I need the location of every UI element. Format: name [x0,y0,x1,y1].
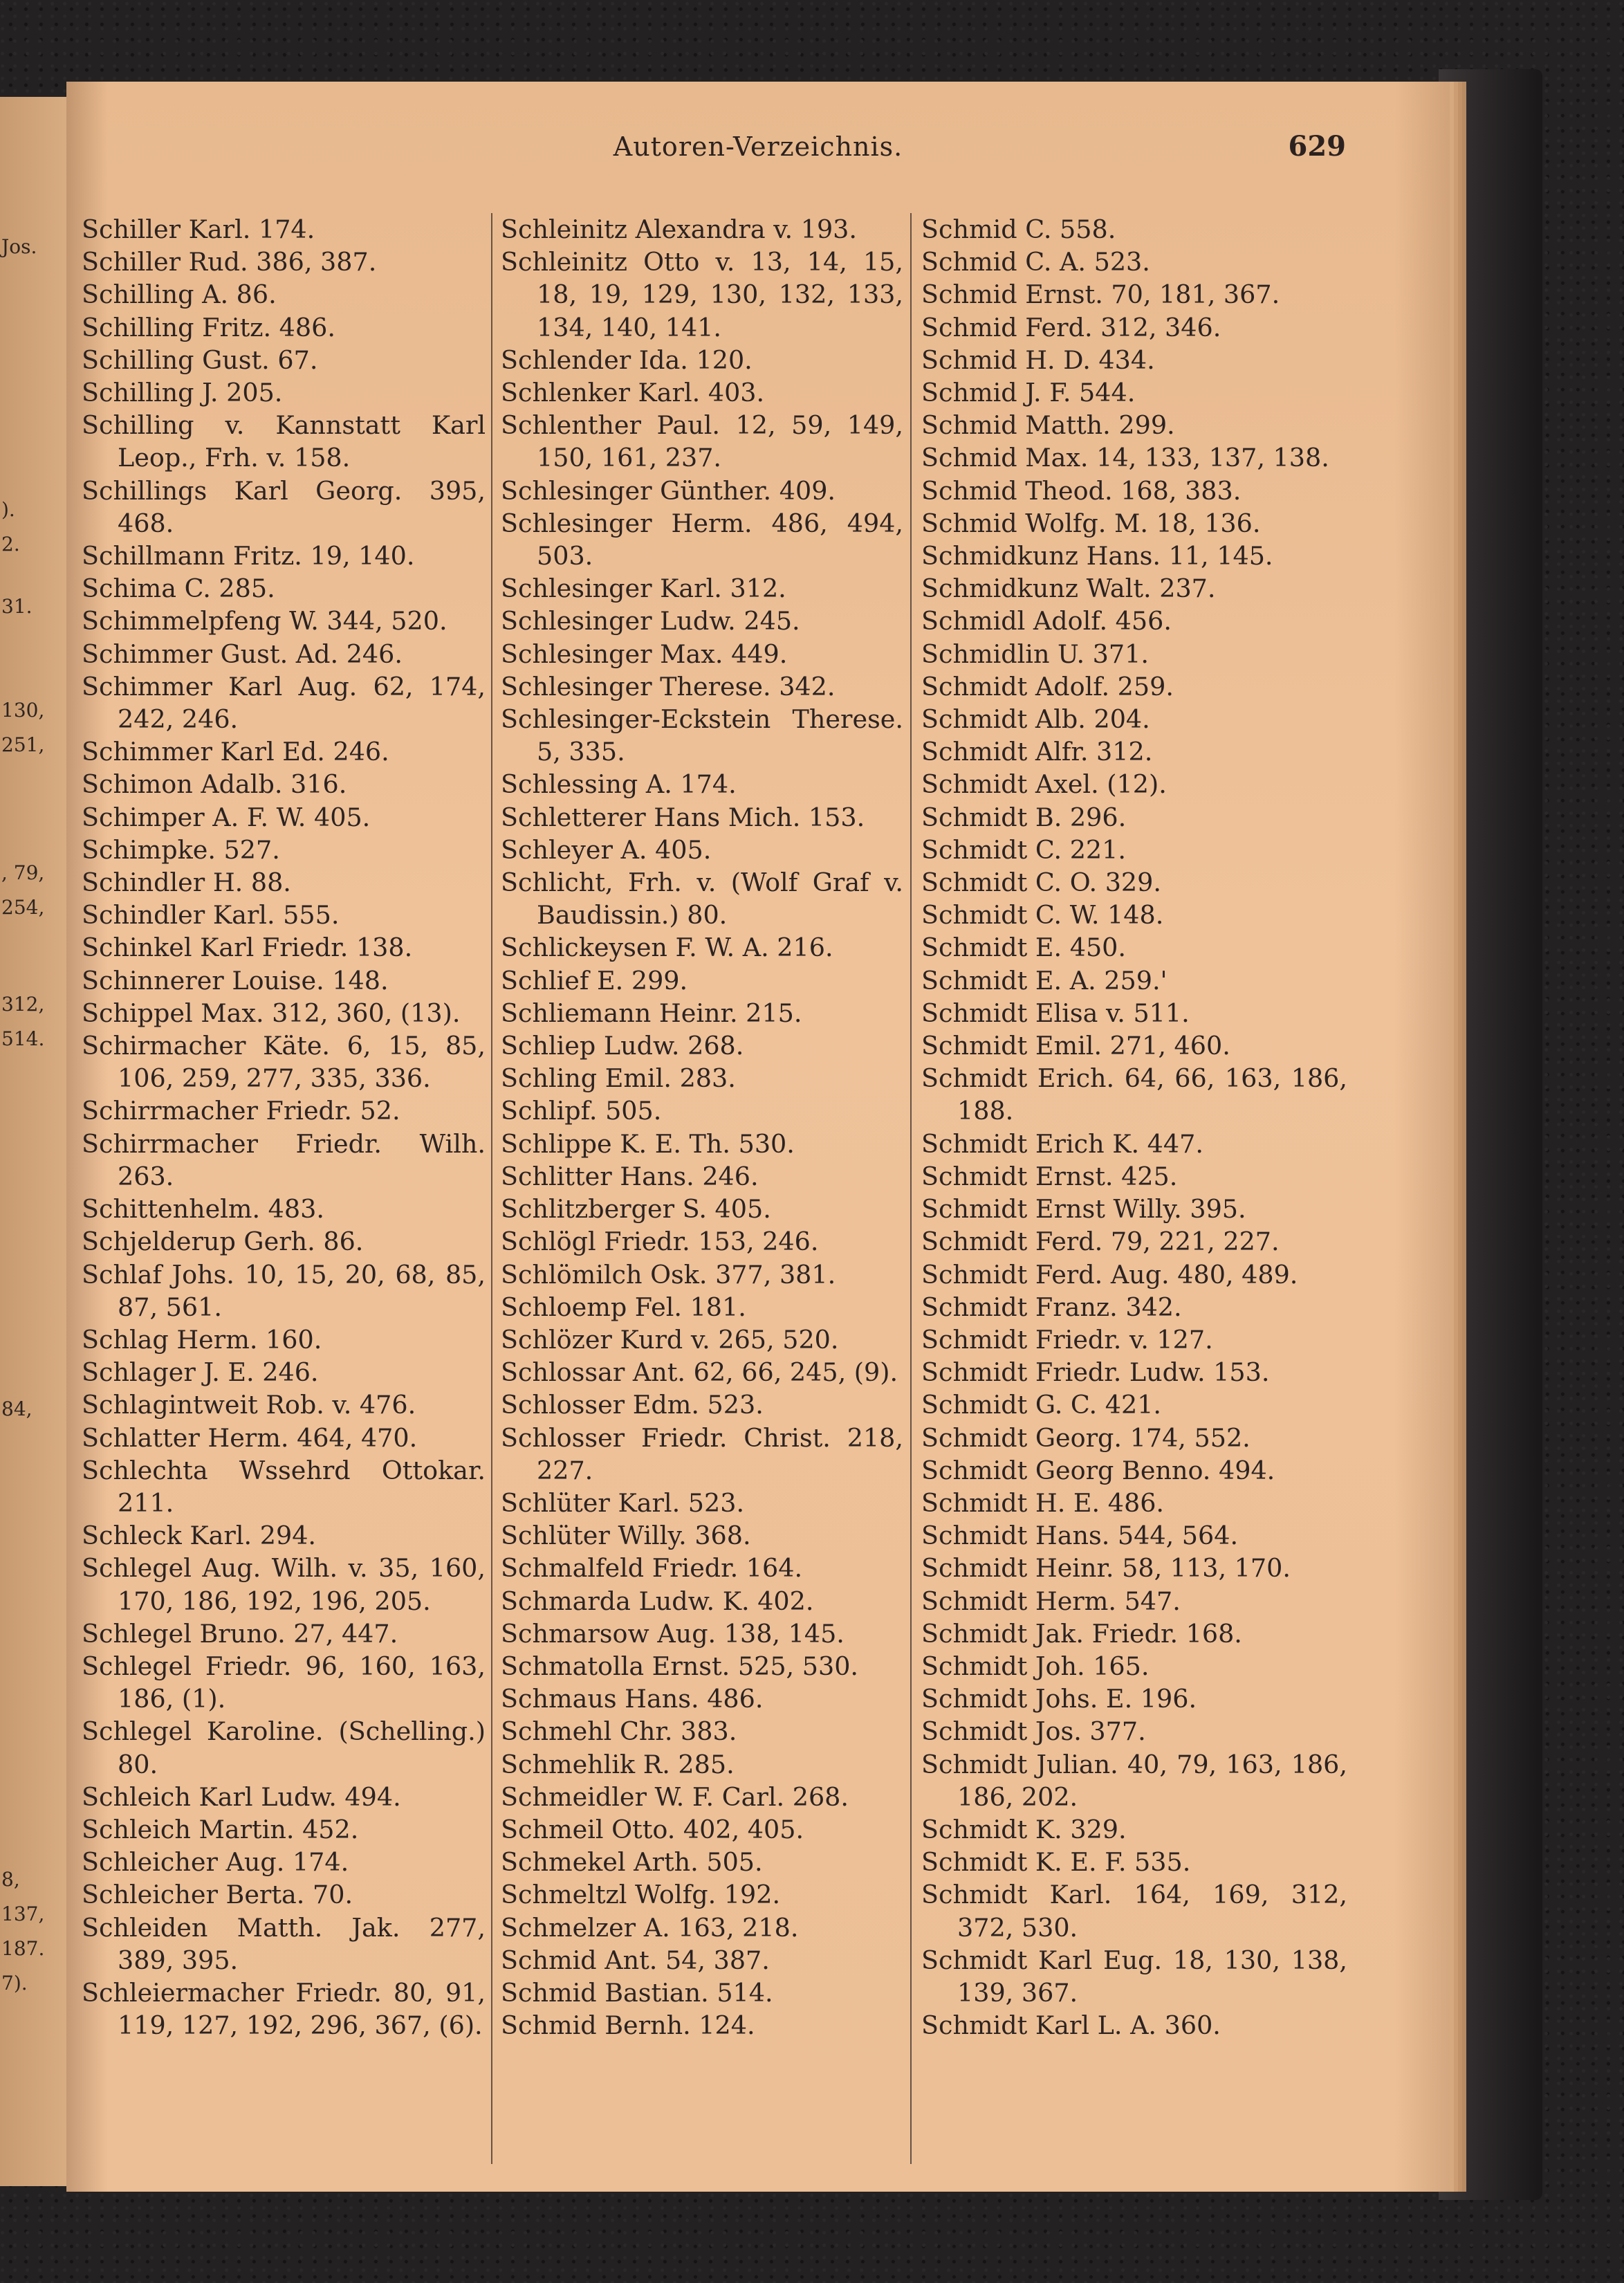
index-entry: Schmidt Herm. 547. [921,1586,1181,1616]
index-entry: Schmid C. 558. [921,214,1116,244]
index-entry: Schlenther Paul. 12, 59, 149, 150, 161, 237. [501,410,903,473]
index-entry: Schmidt Erich. 64, 66, 163, 186, 188. [921,1063,1347,1126]
index-entry: Schmidt Alfr. 312. [921,737,1153,767]
index-entry: Schlitzberger S. 405. [501,1194,771,1225]
index-entry: Schlesinger Max. 449. [501,639,788,669]
margin-fragment: 7). [1,1972,28,1995]
index-entry: Schmekel Arth. 505. [501,1847,763,1878]
index-entry: Schittenhelm. 483. [82,1194,324,1225]
margin-fragment: 312, [1,993,45,1016]
index-entry: Schliep Ludw. 268. [501,1031,744,1061]
index-entry: Schlager J. E. 246. [82,1357,319,1388]
index-entry: Schimmer Karl Aug. 62, 174, 242, 246. [82,671,486,735]
index-entry: Schilling Gust. 67. [82,345,318,375]
index-entry: Schlitter Hans. 246. [501,1161,759,1191]
index-entry: Schmehlik R. 285. [501,1749,735,1779]
index-entry: Schilling A. 86. [82,279,277,310]
index-entry: Schmaus Hans. 486. [501,1684,764,1714]
index-entry: Schlesinger Herm. 486, 494, 503. [501,508,903,571]
index-entry: Schmid Ferd. 312, 346. [921,312,1221,342]
index-entry: Schmid J. F. 544. [921,378,1136,408]
index-entry: Schmidt B. 296. [921,802,1127,832]
index-entry: Schmidlin U. 371. [921,639,1149,669]
index-entry: Schleiden Matth. Jak. 277, 389, 395. [82,1912,486,1975]
index-entry: Schlossar Ant. 62, 66, 245, (9). [501,1357,898,1388]
index-entry: Schlatter Herm. 464, 470. [82,1422,418,1453]
page-number: 629 [1288,130,1346,163]
margin-fragment: 137, [1,1902,45,1925]
index-entry: Schmidt Karl. 164, 169, 312, 372, 530. [921,1880,1347,1943]
index-entry: Schlömilch Osk. 377, 381. [501,1259,836,1290]
index-entry: Schmidt E. A. 259.' [921,965,1168,996]
index-entry: Schling Emil. 283. [501,1063,736,1094]
index-entry: Schlesinger-Eckstein Therese. 5, 335. [501,704,903,767]
margin-fragment: 2. [1,533,20,556]
margin-fragment: 130, [1,699,45,722]
index-entry: Schletterer Hans Mich. 153. [501,802,865,832]
index-entry: Schmidt Johs. E. 196. [921,1684,1197,1714]
index-entry: Schmidt K. 329. [921,1814,1127,1844]
index-entry: Schmidt C. O. 329. [921,868,1161,898]
index-entry: Schmidt Julian. 40, 79, 163, 186, 186, 202. [921,1749,1347,1812]
index-entry: Schmid Max. 14, 133, 137, 138. [921,443,1329,473]
index-entry: Schmalfeld Friedr. 164. [501,1553,803,1584]
index-entry: Schleck Karl. 294. [82,1521,317,1551]
index-entry: Schmid C. A. 523. [921,247,1150,277]
index-entry: Schleyer A. 405. [501,834,712,865]
index-entry: Schleicher Berta. 70. [82,1880,353,1910]
index-entry: Schmidt K. E. F. 535. [921,1847,1191,1878]
index-entry: Schlenker Karl. 403. [501,378,765,408]
index-entry: Schlagintweit Rob. v. 476. [82,1390,416,1420]
index-entry: Schmeidler W. F. Carl. 268. [501,1781,849,1812]
index-entry: Schleicher Aug. 174. [82,1847,349,1878]
index-entry: Schleinitz Otto v. 13, 14, 15, 18, 19, 129, 130, 132, 133, 134, 140, 141. [501,247,903,342]
book-spine [1439,69,1542,2200]
index-entry: Schlosser Edm. 523. [501,1390,764,1420]
index-entry: Schilling v. Kannstatt Karl Leop., Frh. v. 158. [82,410,486,473]
index-entry: Schiller Rud. 386, 387. [82,247,377,277]
index-entry: Schlender Ida. 120. [501,345,753,375]
index-entry: Schmidt Friedr. v. 127. [921,1324,1213,1355]
index-entry: Schlechta Wssehrd Ottokar. 211. [82,1455,486,1518]
index-entry: Schmidt Jos. 377. [921,1716,1146,1747]
index-entry: Schimmer Gust. Ad. 246. [82,639,403,669]
index-entry: Schmidt Axel. (12). [921,769,1167,800]
index-entry: Schmidt Ernst. 425. [921,1161,1178,1191]
index-entry: Schlegel Karoline. (Schelling.) 80. [82,1716,486,1779]
index-entry: Schmidt Joh. 165. [921,1651,1150,1681]
index-entry: Schirrmacher Friedr. Wilh. 263. [82,1128,486,1191]
index-entry: Schlesinger Günther. 409. [501,475,836,506]
index-entry: Schmatolla Ernst. 525, 530. [501,1651,859,1681]
index-entry: Schirrmacher Friedr. 52. [82,1096,400,1126]
index-entry: Schimon Adalb. 316. [82,769,347,800]
index-entry: Schlicht, Frh. v. (Wolf Graf v. Baudissin.) 80. [501,868,903,930]
index-column-middle [501,213,903,2042]
index-entry: Schmid Wolfg. M. 18, 136. [921,508,1261,538]
index-entry: Schlögl Friedr. 153, 246. [501,1227,819,1257]
index-entry: Schlegel Aug. Wilh. v. 35, 160, 170, 186, 192, 196, 205. [82,1553,486,1616]
index-entry: Schmehl Chr. 383. [501,1716,737,1747]
index-entry: Schlipf. 505. [501,1096,662,1126]
index-entry: Schippel Max. 312, 360, (13). [82,998,461,1028]
index-entry: Schmidt Ferd. Aug. 480, 489. [921,1259,1298,1290]
column-divider [910,213,912,2164]
index-entry: Schima C. 285. [82,574,275,604]
index-entry: Schlag Herm. 160. [82,1324,322,1355]
index-column-left [82,213,486,2042]
column-divider [491,213,492,2164]
index-entry: Schmidt Ernst Willy. 395. [921,1194,1246,1225]
index-entry: Schmidt Karl Eug. 18, 130, 138, 139, 367. [921,1945,1347,2008]
margin-fragment: Jos. [1,235,37,258]
index-entry: Schmidt H. E. 486. [921,1487,1165,1518]
index-entry: Schmidt Heinr. 58, 113, 170. [921,1553,1291,1584]
index-entry: Schlüter Willy. 368. [501,1521,751,1551]
index-entry: Schirmacher Käte. 6, 15, 85, 106, 259, 277, 335, 336. [82,1031,486,1094]
index-entry: Schillmann Fritz. 19, 140. [82,541,415,571]
index-entry: Schmidt Franz. 342. [921,1292,1182,1322]
index-entry: Schmid H. D. 434. [921,345,1155,375]
index-entry: Schlözer Kurd v. 265, 520. [501,1324,839,1355]
index-entry: Schillings Karl Georg. 395, 468. [82,475,486,538]
index-page [66,82,1450,2192]
index-entry: Schmidt Georg. 174, 552. [921,1422,1251,1453]
index-entry: Schmidt Jak. Friedr. 168. [921,1618,1242,1649]
index-entry: Schmarsow Aug. 138, 145. [501,1618,845,1649]
index-entry: Schimpke. 527. [82,834,280,865]
index-entry: Schmid Bernh. 124. [501,2010,755,2041]
margin-fragment: ). [1,498,15,521]
index-entry: Schmid Ernst. 70, 181, 367. [921,279,1280,310]
index-entry: Schmid Matth. 299. [921,410,1175,441]
index-entry: Schinkel Karl Friedr. 138. [82,933,413,963]
index-entry: Schinnerer Louise. 148. [82,965,389,996]
margin-fragment: 84, [1,1397,33,1420]
index-entry: Schlesinger Ludw. 245. [501,606,800,636]
index-column-right [921,213,1347,2042]
index-entry: Schilling J. 205. [82,378,283,408]
margin-fragment: 187. [1,1937,45,1960]
index-entry: Schmid Theod. 168, 383. [921,475,1242,506]
margin-fragment: 8, [1,1868,20,1891]
index-entry: Schilling Fritz. 486. [82,312,335,342]
index-entry: Schindler H. 88. [82,868,291,898]
index-entry: Schliemann Heinr. 215. [501,998,802,1028]
index-entry: Schmidt E. 450. [921,933,1126,963]
index-entry: Schlaf Johs. 10, 15, 20, 68, 85, 87, 561. [82,1259,486,1322]
index-entry: Schmidt Karl L. A. 360. [921,2010,1221,2041]
index-entry: Schmidkunz Hans. 11, 145. [921,541,1273,571]
margin-fragment: 251, [1,733,45,756]
index-entry: Schmid Bastian. 514. [501,1977,773,2008]
index-entry: Schindler Karl. 555. [82,900,340,930]
index-entry: Schlessing A. 174. [501,769,737,800]
running-header-title: Autoren-Verzeichnis. [613,131,903,162]
index-entry: Schmidt Ferd. 79, 221, 227. [921,1227,1280,1257]
index-entry: Schmidl Adolf. 456. [921,606,1172,636]
index-entry: Schimper A. F. W. 405. [82,802,371,832]
index-entry: Schmidt Hans. 544, 564. [921,1521,1239,1551]
index-entry: Schmelzer A. 163, 218. [501,1912,799,1943]
index-entry: Schimmer Karl Ed. 246. [82,737,389,767]
margin-fragment: 514. [1,1027,45,1050]
index-entry: Schlippe K. E. Th. 530. [501,1128,795,1159]
index-entry: Schleinitz Alexandra v. 193. [501,214,858,244]
index-entry: Schlüter Karl. 523. [501,1487,745,1518]
index-entry: Schleich Martin. 452. [82,1814,359,1844]
index-entry: Schleich Karl Ludw. 494. [82,1781,401,1812]
index-entry: Schmidt Elisa v. 511. [921,998,1190,1028]
index-entry: Schmid Ant. 54, 387. [501,1945,770,1975]
index-entry: Schmeltzl Wolfg. 192. [501,1880,781,1910]
index-entry: Schmidt Erich K. 447. [921,1128,1203,1159]
margin-fragment: 254, [1,896,45,919]
index-entry: Schjelderup Gerh. 86. [82,1227,364,1257]
index-entry: Schimmelpfeng W. 344, 520. [82,606,447,636]
index-entry: Schmidt Friedr. Ludw. 153. [921,1357,1270,1388]
margin-fragment: 31. [1,595,33,618]
index-entry: Schmeil Otto. 402, 405. [501,1814,804,1844]
index-entry: Schmidt Alb. 204. [921,704,1150,735]
index-entry: Schmidt G. C. 421. [921,1390,1162,1420]
index-entry: Schmidt C. 221. [921,834,1126,865]
index-entry: Schlesinger Therese. 342. [501,671,836,702]
margin-fragment: , 79, [1,861,45,884]
index-entry: Schmidt C. W. 148. [921,900,1164,930]
index-entry: Schleiermacher Friedr. 80, 91, 119, 127, 192, 296, 367, (6). [82,1977,486,2041]
index-entry: Schlesinger Karl. 312. [501,574,786,604]
index-entry: Schmidt Adolf. 259. [921,671,1174,702]
index-entry: Schiller Karl. 174. [82,214,315,244]
index-entry: Schmidt Georg Benno. 494. [921,1455,1275,1485]
index-entry: Schmarda Ludw. K. 402. [501,1586,814,1616]
index-entry: Schlegel Bruno. 27, 447. [82,1618,398,1649]
index-entry: Schmidt Emil. 271, 460. [921,1031,1230,1061]
index-entry: Schmidkunz Walt. 237. [921,574,1216,604]
index-entry: Schloemp Fel. 181. [501,1292,746,1322]
index-entry: Schlegel Friedr. 96, 160, 163, 186, (1). [82,1651,486,1714]
index-entry: Schlief E. 299. [501,965,688,996]
index-entry: Schlickeysen F. W. A. 216. [501,933,833,963]
index-entry: Schlosser Friedr. Christ. 218, 227. [501,1422,903,1485]
